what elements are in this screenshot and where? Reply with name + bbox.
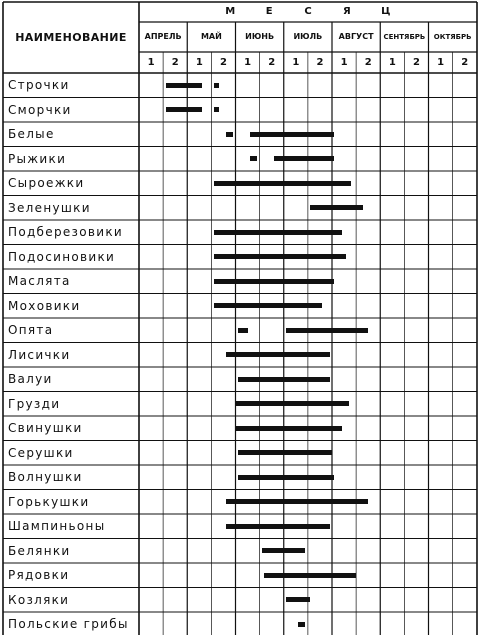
mushroom-name: Сморчки xyxy=(8,102,72,117)
season-bar xyxy=(298,622,305,627)
mushroom-name: Белые xyxy=(8,127,55,142)
season-bar xyxy=(166,107,202,112)
season-bar xyxy=(214,107,219,112)
half-month-number: 2 xyxy=(316,56,324,68)
mushroom-name: Валуи xyxy=(8,372,53,387)
half-month-number: 2 xyxy=(461,56,469,68)
season-bar xyxy=(226,524,330,529)
half-month-number: 1 xyxy=(340,56,348,68)
season-bar xyxy=(238,475,335,480)
season-bar xyxy=(214,181,352,186)
season-bar xyxy=(214,83,219,88)
season-bar xyxy=(274,156,334,161)
month-title-letter: С xyxy=(304,6,312,17)
season-bar xyxy=(166,83,202,88)
half-month-number: 2 xyxy=(364,56,372,68)
season-bar xyxy=(310,205,363,210)
month-header: АВГУСТ xyxy=(338,32,374,41)
season-bar xyxy=(286,597,310,602)
mushroom-name: Шампиньоны xyxy=(8,519,106,534)
season-bar xyxy=(238,377,330,382)
month-header: ИЮНЬ xyxy=(245,32,275,41)
season-bar xyxy=(226,132,233,137)
half-month-number: 1 xyxy=(292,56,300,68)
season-bar xyxy=(214,303,323,308)
season-bar xyxy=(226,499,368,504)
mushroom-name: Свинушки xyxy=(8,421,83,436)
half-month-number: 1 xyxy=(244,56,252,68)
season-bar xyxy=(238,450,332,455)
month-title-letter: М xyxy=(225,6,236,17)
mushroom-name: Маслята xyxy=(8,274,71,289)
month-header: АПРЕЛЬ xyxy=(144,32,182,41)
mushroom-name: Опята xyxy=(8,323,54,338)
half-month-number: 1 xyxy=(388,56,396,68)
season-bar xyxy=(236,401,349,406)
month-header: МАЙ xyxy=(200,32,222,41)
month-header: ИЮЛЬ xyxy=(293,32,323,41)
mushroom-name: Белянки xyxy=(8,543,71,558)
mushroom-name: Сыроежки xyxy=(8,176,85,191)
season-bar xyxy=(214,254,347,259)
season-bar xyxy=(238,328,248,333)
half-month-number: 2 xyxy=(171,56,179,68)
season-bar xyxy=(214,279,335,284)
month-header: СЕНТЯБРЬ xyxy=(383,32,426,41)
mushroom-name: Грузди xyxy=(8,396,61,411)
mushroom-name: Рыжики xyxy=(8,151,67,166)
mushroom-name: Рядовки xyxy=(8,568,70,583)
half-month-number: 1 xyxy=(437,56,445,68)
season-bar xyxy=(264,573,356,578)
half-month-number: 2 xyxy=(412,56,420,68)
half-month-number: 2 xyxy=(268,56,276,68)
half-month-number: 1 xyxy=(147,56,155,68)
mushroom-name: Лисички xyxy=(8,347,71,362)
mushroom-name: Польские грибы xyxy=(8,617,129,632)
mushroom-name: Зеленушки xyxy=(8,200,91,215)
season-bar xyxy=(286,328,368,333)
season-bar xyxy=(226,352,330,357)
month-title-letter: Е xyxy=(265,6,273,17)
mushroom-name: Горькушки xyxy=(8,494,90,509)
mushroom-name: Строчки xyxy=(8,78,70,93)
month-title-letter: Ц xyxy=(381,6,391,17)
half-month-number: 1 xyxy=(195,56,203,68)
mushroom-name: Подосиновики xyxy=(8,249,116,264)
season-bar xyxy=(250,156,257,161)
mushroom-name: Подберезовики xyxy=(8,225,123,240)
mushroom-name: Серушки xyxy=(8,445,74,460)
half-month-number: 2 xyxy=(219,56,227,68)
season-bar xyxy=(236,426,342,431)
mushroom-name: Козляки xyxy=(8,592,70,607)
season-bar xyxy=(262,548,305,553)
season-bar xyxy=(250,132,334,137)
month-header: ОКТЯБРЬ xyxy=(433,32,472,41)
mushroom-name: Моховики xyxy=(8,298,81,313)
mushroom-name: Волнушки xyxy=(8,470,83,485)
name-column-header: НАИМЕНОВАНИЕ xyxy=(15,31,127,44)
season-bar xyxy=(214,230,342,235)
month-title-letter: Я xyxy=(343,6,351,17)
